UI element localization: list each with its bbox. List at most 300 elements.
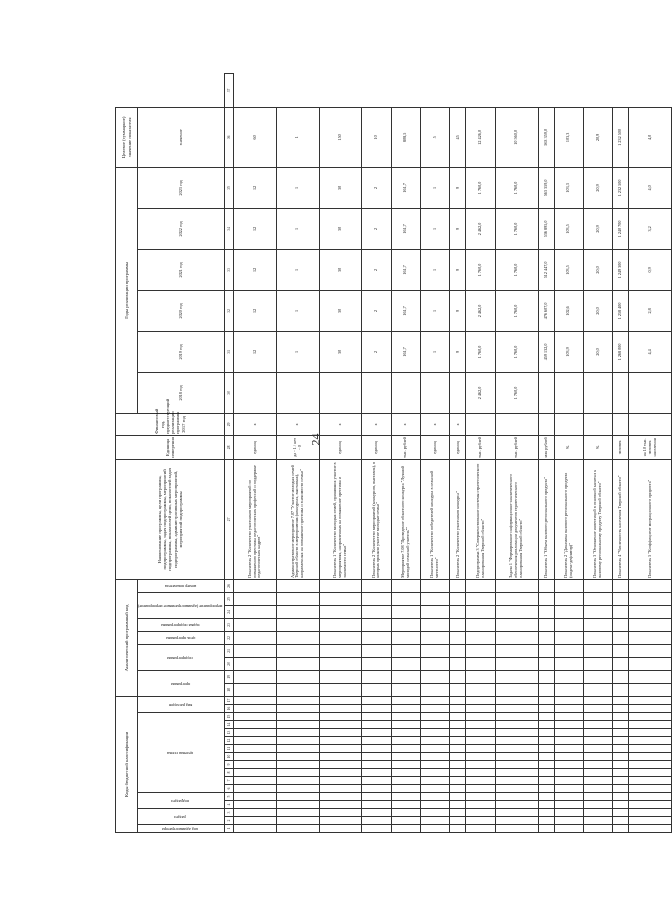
- code-cell: [362, 605, 391, 618]
- code-cell: [495, 825, 538, 833]
- code-cell: [466, 793, 495, 801]
- code-cell: [495, 631, 538, 644]
- code-cell: [276, 809, 319, 817]
- code-cell: [613, 683, 629, 696]
- value-2020-cell: 476 607,0: [538, 290, 554, 331]
- value-2019-cell: 1 760,0: [495, 331, 538, 372]
- name-cell: Показатель 1 "Объем валового регионального продукта": [538, 459, 554, 579]
- code-cell: [319, 825, 362, 833]
- column-number: 2: [225, 817, 234, 825]
- code-cell: [421, 737, 450, 745]
- column-number: 33: [225, 249, 234, 290]
- value-2020-cell: 12: [234, 290, 277, 331]
- code-cell: [613, 761, 629, 769]
- year-2022-header: 2022 год: [138, 208, 225, 249]
- code-cell: [495, 670, 538, 683]
- code-cell: [391, 761, 420, 769]
- code-cell: [583, 713, 612, 721]
- code-cell: [450, 579, 466, 592]
- code-cell: [613, 737, 629, 745]
- value-2022-cell: 20,9: [583, 208, 612, 249]
- base-year-cell: х: [276, 413, 319, 435]
- column-number: 8: [225, 769, 234, 777]
- code-cell: [613, 592, 629, 605]
- code-cell: [613, 657, 629, 670]
- code-cell: [421, 631, 450, 644]
- unit-cell: тыс. рублей: [391, 435, 420, 459]
- code-cell: [234, 825, 277, 833]
- code-cell: [450, 713, 466, 721]
- code-cell: [583, 817, 612, 825]
- column-number: 30: [225, 372, 234, 413]
- code-cell: [466, 657, 495, 670]
- code-cell: [538, 696, 554, 704]
- base-year-cell: х: [421, 413, 450, 435]
- code-cell: [319, 761, 362, 769]
- code-cell: [319, 605, 362, 618]
- final-value-cell: 12 426,0: [466, 107, 495, 167]
- code-cell: [538, 761, 554, 769]
- code-cell: [538, 605, 554, 618]
- code-cell: [450, 721, 466, 729]
- code-cell: [319, 705, 362, 713]
- code-cell: [421, 769, 450, 777]
- value-2019-cell: 1: [421, 331, 450, 372]
- code-cell: [319, 592, 362, 605]
- code-cell: [554, 644, 583, 657]
- code-cell: [421, 825, 450, 833]
- code-cell: [613, 793, 629, 801]
- code-cell: [629, 696, 672, 704]
- expense-type-header: вид расходов: [168, 702, 192, 708]
- value-2018-cell: [421, 372, 450, 413]
- code-cell: [391, 721, 420, 729]
- column-number: 13: [225, 729, 234, 737]
- code-cell: [362, 705, 391, 713]
- value-2019-cell: 20,0: [583, 331, 612, 372]
- column-number: 10: [225, 753, 234, 761]
- code-cell: [421, 793, 450, 801]
- code-cell: [391, 825, 420, 833]
- value-2022-cell: 1: [276, 208, 319, 249]
- code-cell: [629, 817, 672, 825]
- value-2018-cell: [234, 372, 277, 413]
- code-cell: [495, 809, 538, 817]
- value-2020-cell: 2 462,0: [466, 290, 495, 331]
- year-2020-header: 2020 год: [138, 290, 225, 331]
- code-cell: [466, 761, 495, 769]
- final-value-cell: 5: [421, 107, 450, 167]
- code-cell: [362, 753, 391, 761]
- podrazdel-header: подраздел: [171, 798, 190, 804]
- code-cell: [234, 729, 277, 737]
- code-cell: [583, 753, 612, 761]
- unit-cell: %: [583, 435, 612, 459]
- code-cell: [421, 713, 450, 721]
- code-cell: [554, 777, 583, 785]
- code-cell: [319, 618, 362, 631]
- value-2020-cell: 20,0: [583, 290, 612, 331]
- code-cell: [421, 729, 450, 737]
- value-2019-cell: 4,4: [629, 331, 672, 372]
- code-cell: [538, 657, 554, 670]
- code-cell: [613, 729, 629, 737]
- value-2021-cell: 161,7: [391, 249, 420, 290]
- value-2018-cell: [538, 372, 554, 413]
- code-cell: [495, 753, 538, 761]
- table-row: [362, 74, 391, 833]
- code-cell: [466, 809, 495, 817]
- code-cell: [495, 705, 538, 713]
- code-cell: [421, 809, 450, 817]
- value-2019-cell: 30: [319, 331, 362, 372]
- code-cell: [613, 696, 629, 704]
- value-2021-cell: 1 249 300: [613, 249, 629, 290]
- value-2020-cell: 2,8: [629, 290, 672, 331]
- code-cell: [466, 753, 495, 761]
- column-number: 15: [225, 713, 234, 721]
- code-cell: [538, 579, 554, 592]
- name-header: Наименование программы, цели программы, подпрограммы, задач подпрограммы, мероприятий подпрограммы, показателей цели, показателей задач подпрограммы, административных мероприятий, мероприятий подпрограммы: [116, 459, 225, 579]
- code-cell: [391, 817, 420, 825]
- code-cell: [554, 761, 583, 769]
- code-cell: [276, 683, 319, 696]
- code-cell: [613, 579, 629, 592]
- code-cell: [583, 793, 612, 801]
- code-cell: [466, 721, 495, 729]
- code-cell: [234, 644, 277, 657]
- code-cell: [276, 713, 319, 721]
- name-cell: Показатель 2 "Количество участников мероприятий по повышению престижа педагогических профессий и поддержке педагогических кадров": [234, 459, 277, 579]
- code-cell: [583, 721, 612, 729]
- code-cell: [583, 809, 612, 817]
- code-cell: [421, 761, 450, 769]
- value-2019-cell: 103,9: [554, 331, 583, 372]
- code-cell: [450, 696, 466, 704]
- final-value-cell: 60: [234, 107, 277, 167]
- code-cell: [276, 793, 319, 801]
- code-cell: [629, 785, 672, 793]
- code-cell: [629, 801, 672, 809]
- rotated-table: [115, 73, 657, 833]
- code-cell: [276, 769, 319, 777]
- code-cell: [554, 737, 583, 745]
- code-cell: [234, 696, 277, 704]
- code-cell: [583, 785, 612, 793]
- code-cell: [583, 737, 612, 745]
- final-value-cell: 1: [276, 107, 319, 167]
- code-cell: [613, 644, 629, 657]
- value-2022-cell: 12: [234, 208, 277, 249]
- event-col-header: мероприятие (административное мероприятие): [138, 603, 223, 609]
- table-body: [234, 74, 672, 833]
- code-cell: [583, 696, 612, 704]
- column-number: 1: [225, 825, 234, 833]
- code-cell: [629, 721, 672, 729]
- code-cell: [466, 777, 495, 785]
- code-cell: [466, 631, 495, 644]
- task-col-header: задача подпрограммы: [160, 623, 200, 629]
- value-2020-cell: 102,6: [554, 290, 583, 331]
- code-cell: [362, 670, 391, 683]
- code-cell: [362, 579, 391, 592]
- table-row: [466, 74, 495, 833]
- value-2019-cell: 459 132,0: [538, 331, 554, 372]
- table-container: [115, 73, 657, 833]
- value-2022-cell: 30: [319, 208, 362, 249]
- code-cell: [362, 644, 391, 657]
- code-cell: [583, 761, 612, 769]
- code-cell: [391, 696, 420, 704]
- unit-cell: на 10 тыс. человек населения: [629, 435, 672, 459]
- code-cell: [466, 769, 495, 777]
- code-cell: [495, 696, 538, 704]
- code-cell: [391, 793, 420, 801]
- code-cell: [554, 801, 583, 809]
- code-cell: [234, 753, 277, 761]
- value-2021-cell: 2: [362, 249, 391, 290]
- year-2018-header: 2018 год: [138, 372, 225, 413]
- value-2018-cell: [391, 372, 420, 413]
- value-2022-cell: 1 760,0: [495, 208, 538, 249]
- code-cell: [538, 713, 554, 721]
- code-cell: [421, 579, 450, 592]
- value-2021-cell: 12: [234, 249, 277, 290]
- unit-cell: единиц: [319, 435, 362, 459]
- value-2019-cell: 2: [362, 331, 391, 372]
- code-cell: [583, 579, 612, 592]
- code-cell: [554, 631, 583, 644]
- code-cell: [450, 705, 466, 713]
- value-2023-cell: 20,9: [583, 167, 612, 208]
- code-cell: [554, 745, 583, 753]
- code-cell: [554, 817, 583, 825]
- final-value-cell: 103,3: [554, 107, 583, 167]
- value-2018-cell: [613, 372, 629, 413]
- code-cell: [538, 785, 554, 793]
- code-cell: [554, 769, 583, 777]
- code-cell: [629, 825, 672, 833]
- value-2020-cell: 1: [421, 290, 450, 331]
- code-cell: [234, 713, 277, 721]
- code-cell: [495, 817, 538, 825]
- value-2020-cell: 30: [319, 290, 362, 331]
- column-number: 17: [225, 696, 234, 704]
- base-year-cell: х: [362, 413, 391, 435]
- code-cell: [319, 769, 362, 777]
- name-cell: Показатель 2 "Количество участников конкурса": [450, 459, 466, 579]
- code-cell: [421, 777, 450, 785]
- code-cell: [613, 817, 629, 825]
- code-cell: [450, 729, 466, 737]
- code-cell: [554, 683, 583, 696]
- code-cell: [495, 713, 538, 721]
- value-2018-cell: 1 760,0: [495, 372, 538, 413]
- base-year-cell: х: [234, 413, 277, 435]
- code-cell: [583, 777, 612, 785]
- code-cell: [629, 605, 672, 618]
- code-cell: [450, 657, 466, 670]
- value-2021-cell: 1: [276, 249, 319, 290]
- code-cell: [466, 618, 495, 631]
- code-cell: [391, 713, 420, 721]
- code-cell: [466, 713, 495, 721]
- value-header: значение: [138, 107, 225, 167]
- code-cell: [362, 785, 391, 793]
- code-cell: [362, 745, 391, 753]
- code-cell: [466, 696, 495, 704]
- column-number: 20: [225, 657, 234, 670]
- code-cell: [629, 705, 672, 713]
- name-cell: Задача 1 "Формирование информационно-аналитического обеспечения реализации документов стратегического планирования Тверской области": [495, 459, 538, 579]
- name-cell: Показатель 1 "Количество победителей конкурса в сельской местности": [421, 459, 450, 579]
- value-2022-cell: 1 240 700: [613, 208, 629, 249]
- unit-cell: да - 1 / нет - 0: [276, 435, 319, 459]
- code-cell: [450, 817, 466, 825]
- code-cell: [466, 801, 495, 809]
- code-cell: [613, 825, 629, 833]
- code-cell: [450, 777, 466, 785]
- code-cell: [362, 801, 391, 809]
- table-row: [234, 74, 277, 833]
- column-number: 23: [225, 618, 234, 631]
- code-cell: [276, 737, 319, 745]
- code-cell: [276, 631, 319, 644]
- unit-header: Единица измерения: [116, 435, 225, 459]
- code-cell: [362, 777, 391, 785]
- column-number: 7: [225, 777, 234, 785]
- unit-cell: единиц: [234, 435, 277, 459]
- column-number: 19: [225, 670, 234, 683]
- code-cell: [629, 592, 672, 605]
- code-cell: [629, 644, 672, 657]
- base-year-cell: х: [319, 413, 362, 435]
- code-cell: [362, 631, 391, 644]
- code-cell: [583, 670, 612, 683]
- code-cell: [538, 825, 554, 833]
- code-cell: [362, 793, 391, 801]
- final-value-cell: 4,0: [629, 107, 672, 167]
- value-2020-cell: 1 258 400: [613, 290, 629, 331]
- code-cell: [319, 631, 362, 644]
- code-cell: [554, 670, 583, 683]
- code-cell: [234, 785, 277, 793]
- code-cell: [554, 721, 583, 729]
- target-article-header: целевая статья: [167, 750, 194, 756]
- code-cell: [629, 737, 672, 745]
- column-number: 37: [225, 74, 234, 108]
- code-cell: [495, 729, 538, 737]
- code-cell: [554, 809, 583, 817]
- value-2020-cell: 9: [450, 290, 466, 331]
- code-cell: [495, 761, 538, 769]
- code-cell: [234, 579, 277, 592]
- code-cell: [421, 644, 450, 657]
- code-cell: [421, 592, 450, 605]
- code-cell: [276, 705, 319, 713]
- code-cell: [613, 745, 629, 753]
- column-number: 27: [225, 459, 234, 579]
- code-cell: [613, 605, 629, 618]
- code-cell: [450, 753, 466, 761]
- value-2021-cell: 20,0: [583, 249, 612, 290]
- code-cell: [276, 657, 319, 670]
- code-cell: [391, 657, 420, 670]
- code-cell: [613, 705, 629, 713]
- code-cell: [362, 769, 391, 777]
- code-cell: [276, 761, 319, 769]
- subprogram-col-header: подпрограмма: [167, 655, 193, 661]
- code-cell: [319, 657, 362, 670]
- code-cell: [234, 721, 277, 729]
- table-row: [583, 74, 612, 833]
- value-2022-cell: 1: [421, 208, 450, 249]
- column-number: 12: [225, 737, 234, 745]
- name-cell: Мероприятие 7.08 "Проведение областного конкурса "Лучший молодой сельский учитель"": [391, 459, 420, 579]
- name-cell: Административное мероприятие 7.07 "Участие молодых семей Тверской области в мероприятиях (конкурсах, выставках), направленных на повышение престижа и значимости семьи": [276, 459, 319, 579]
- code-cell: [319, 817, 362, 825]
- value-2019-cell: 1 760,0: [466, 331, 495, 372]
- code-cell: [538, 705, 554, 713]
- value-2021-cell: 103,5: [554, 249, 583, 290]
- code-cell: [362, 657, 391, 670]
- value-2020-cell: 161,7: [391, 290, 420, 331]
- code-cell: [319, 579, 362, 592]
- budget-codes-header: Коды бюджетной классификации: [116, 696, 138, 832]
- value-2020-cell: 1 760,0: [495, 290, 538, 331]
- code-cell: [362, 729, 391, 737]
- value-2020-cell: 1: [276, 290, 319, 331]
- code-cell: [421, 785, 450, 793]
- value-2021-cell: 512 447,0: [538, 249, 554, 290]
- value-2023-cell: 4,0: [629, 167, 672, 208]
- code-cell: [583, 644, 612, 657]
- code-cell: [450, 825, 466, 833]
- code-cell: [629, 809, 672, 817]
- code-cell: [319, 745, 362, 753]
- code-cell: [466, 817, 495, 825]
- column-numbers-row: [225, 74, 234, 833]
- year-2023-header: 2023 год: [138, 167, 225, 208]
- code-cell: [554, 705, 583, 713]
- code-cell: [391, 705, 420, 713]
- code-cell: [319, 793, 362, 801]
- code-cell: [319, 777, 362, 785]
- code-cell: [421, 696, 450, 704]
- code-cell: [362, 761, 391, 769]
- code-cell: [234, 592, 277, 605]
- value-2022-cell: 161,7: [391, 208, 420, 249]
- code-cell: [613, 670, 629, 683]
- code-cell: [421, 705, 450, 713]
- code-cell: [276, 579, 319, 592]
- code-cell: [421, 670, 450, 683]
- value-2023-cell: 1 760,0: [495, 167, 538, 208]
- code-cell: [495, 618, 538, 631]
- code-cell: [234, 670, 277, 683]
- code-cell: [495, 737, 538, 745]
- base-year-cell: [613, 413, 629, 435]
- code-cell: [234, 737, 277, 745]
- code-cell: [276, 785, 319, 793]
- table-row: [391, 74, 420, 833]
- value-2023-cell: 103,3: [554, 167, 583, 208]
- name-cell: Показатель 2 "Количество мероприятий (конкурсов, выставок), в которых приняли участие молодые семьи": [362, 459, 391, 579]
- razdel-header: раздел: [174, 814, 186, 820]
- value-2021-cell: 1 760,0: [495, 249, 538, 290]
- value-2019-cell: 1: [276, 331, 319, 372]
- code-cell: [319, 713, 362, 721]
